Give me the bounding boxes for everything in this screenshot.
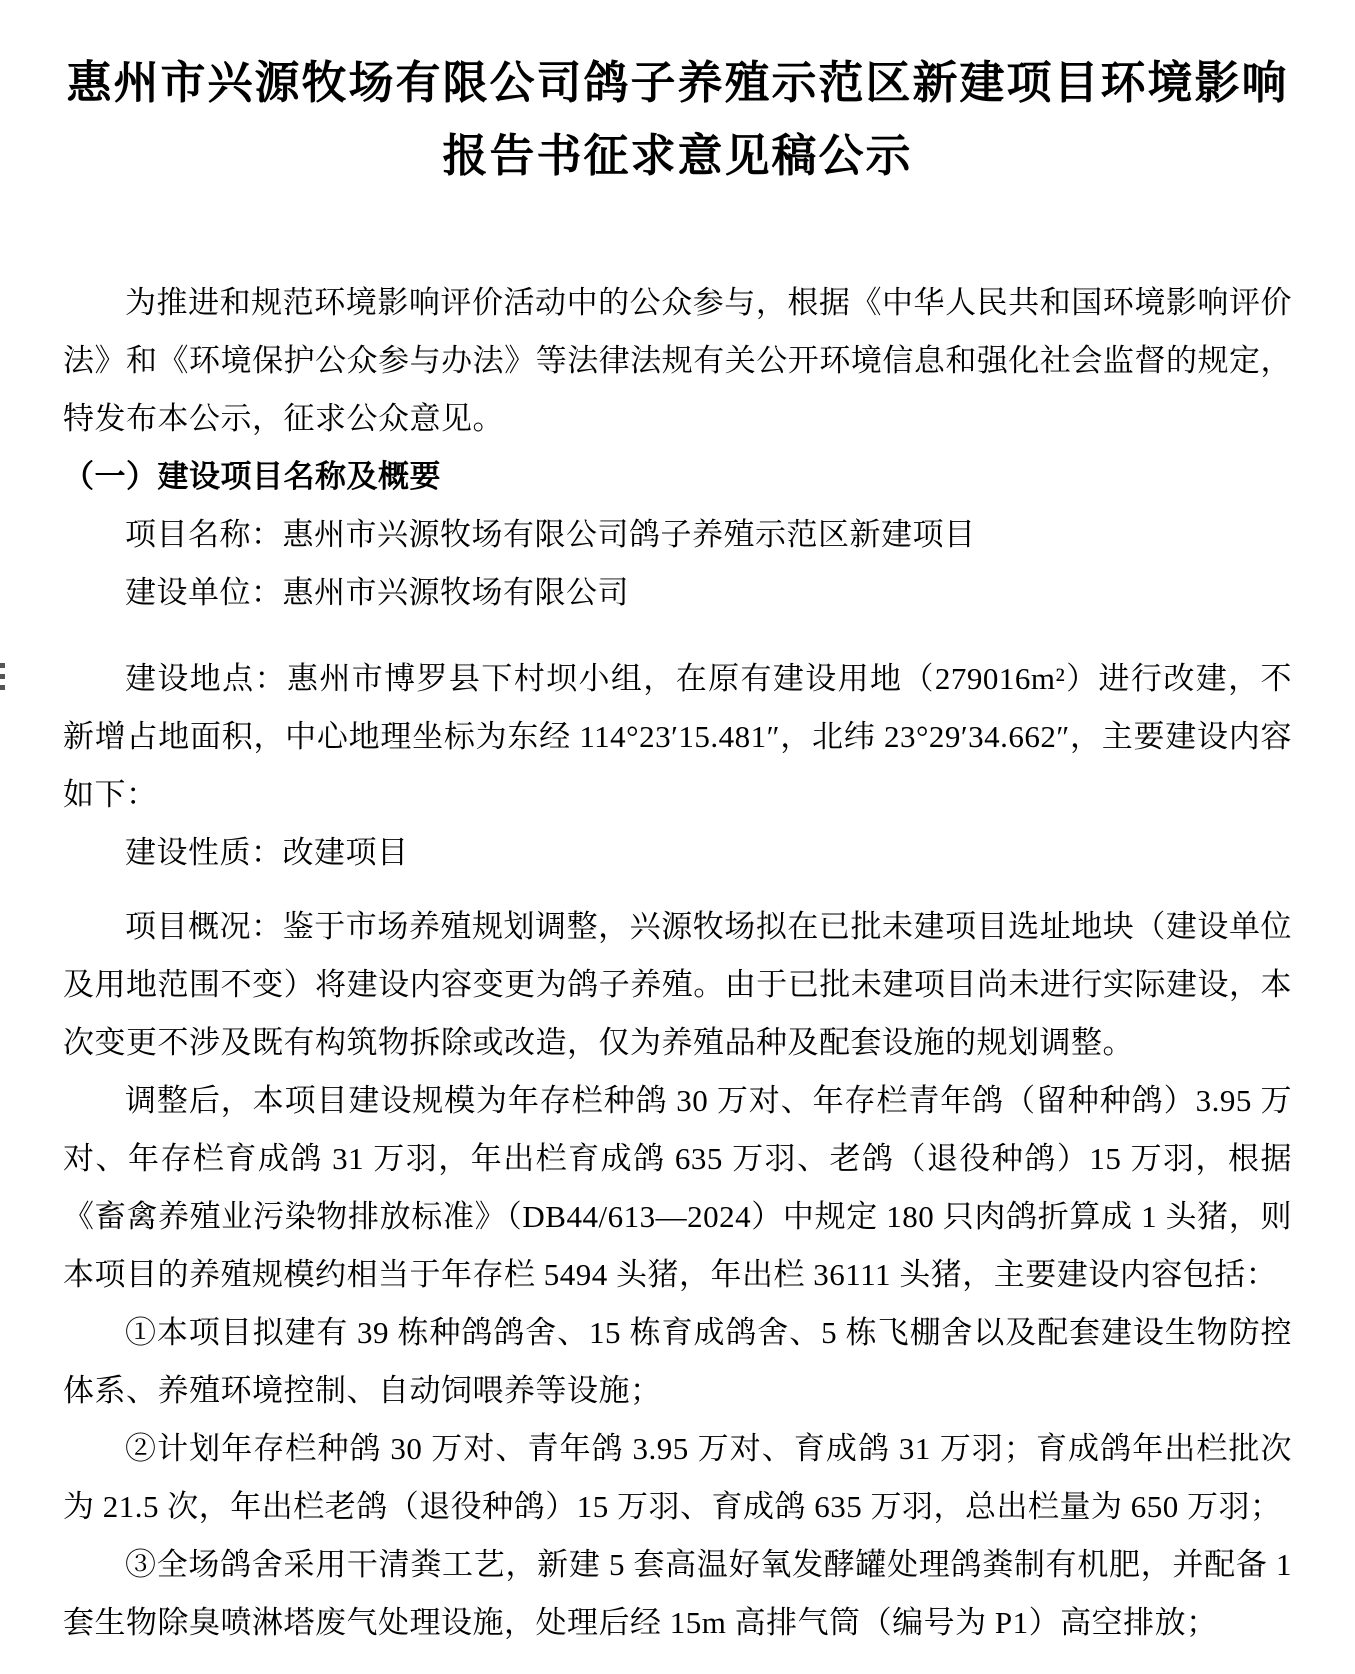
paragraph-adjusted-scale: 调整后，本项目建设规模为年存栏种鸽 30 万对、年存栏青年鸽（留种种鸽）3.95 万对、年存栏育成鸽 31 万羽，年出栏育成鸽 635 万羽、老鸽（退役种鸽）15 万羽，根据《畜禽养殖业污染物排放标准》（DB44/613—2024）中规定 180 只肉鸽折算成 1 头猪，则本项目的养殖规模约相当于年存栏 5494 头猪，年出栏 36111 头猪，主要建设内容包括：	[63, 1083, 1292, 1292]
paragraph-construction-location: 建设地点：惠州市博罗县下村坝小组，在原有建设用地（279016m²）进行改建，不新增占地面积，中心地理坐标为东经 114°23′15.481″，北纬 23°29′34.662″，主要建设内容如下：	[63, 661, 1292, 812]
marker-dot	[0, 663, 5, 668]
section-heading-project-name-overview: （一）建设项目名称及概要	[63, 459, 441, 494]
title-line-1: 惠州市兴源牧场有限公司鸽子养殖示范区新建项目环境影响	[66, 57, 1289, 108]
paragraph-construction-nature: 建设性质：改建项目	[125, 835, 409, 870]
paragraph-item-3-manure-process: ③全场鸽舍采用干清粪工艺，新建 5 套高温好氧发酵罐处理鸽粪制有机肥，并配备 1 套生物除臭喷淋塔废气处理设施，处理后经 15m 高排气筒（编号为 P1）高空排放；	[63, 1547, 1292, 1640]
marker-dot	[0, 685, 5, 690]
vertical-ellipsis-icon	[0, 663, 5, 696]
paragraph-item-1-buildings: ①本项目拟建有 39 栋种鸽鸽舍、15 栋育成鸽舍、5 栋飞棚舍以及配套建设生物防控体系、养殖环境控制、自动饲喂养等设施；	[63, 1315, 1292, 1408]
paragraph-item-2-stock-plan: ②计划年存栏种鸽 30 万对、青年鸽 3.95 万对、育成鸽 31 万羽；育成鸽年出栏批次为 21.5 次，年出栏老鸽（退役种鸽）15 万羽、育成鸽 635 万羽，总出栏量为 650 万羽；	[63, 1431, 1292, 1524]
title-line-2: 报告书征求意见稿公示	[442, 130, 913, 181]
paragraph-project-overview: 项目概况：鉴于市场养殖规划调整，兴源牧场拟在已批未建项目选址地块（建设单位及用地范围不变）将建设内容变更为鸽子养殖。由于已批未建项目尚未进行实际建设，本次变更不涉及既有构筑物拆除或改造，仅为养殖品种及配套设施的规划调整。	[63, 909, 1292, 1060]
paragraph-construction-unit: 建设单位：惠州市兴源牧场有限公司	[125, 575, 629, 610]
paragraph-intro: 为推进和规范环境影响评价活动中的公众参与，根据《中华人民共和国环境影响评价法》和《环境保护公众参与办法》等法律法规有关公开环境信息和强化社会监督的规定，特发布本公示，征求公众意见。	[63, 285, 1292, 436]
document-body	[63, 274, 1292, 1652]
paragraph-project-name: 项目名称：惠州市兴源牧场有限公司鸽子养殖示范区新建项目	[125, 517, 976, 552]
document-title	[63, 46, 1292, 192]
marker-dot	[0, 674, 5, 679]
